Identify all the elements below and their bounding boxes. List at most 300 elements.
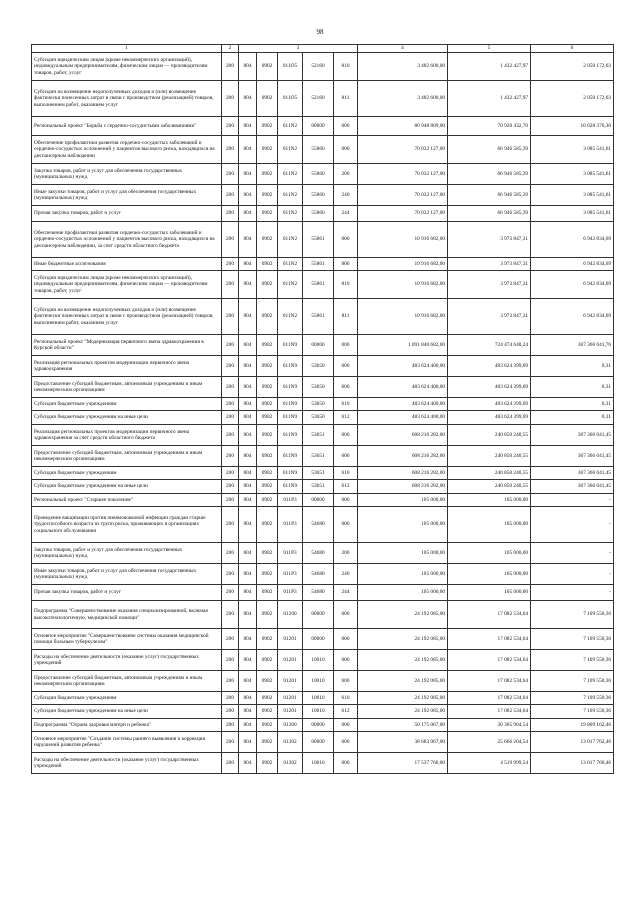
row-code-section: 804: [239, 494, 257, 507]
row-code-subsection: 0902: [257, 185, 278, 206]
row-code-direction: 00000: [303, 601, 334, 629]
row-code-direction: 00000: [303, 335, 334, 356]
row-value-remaining: 3 085 541,61: [531, 136, 614, 164]
row-code-program: 011N2: [278, 136, 303, 164]
row-code-section: 804: [239, 692, 257, 705]
row-code-subsection: 0902: [257, 564, 278, 585]
header-col-1: 1: [32, 45, 222, 53]
row-code-expense-type: 612: [334, 411, 358, 425]
row-code-section: 804: [239, 564, 257, 585]
table-row: [32, 480, 614, 494]
row-value-remaining: 10 028 376,30: [531, 117, 614, 136]
row-value-remaining: 2 050 172,03: [531, 53, 614, 81]
table-row: [32, 705, 614, 719]
row-value-plan: 50 175 067,00: [358, 719, 448, 732]
row-code-section: 804: [239, 299, 257, 335]
table-row: [32, 377, 614, 398]
row-value-executed: 17 082 534,64: [448, 692, 531, 705]
row-code-admin: 200: [222, 507, 239, 543]
row-code-program: 01201: [278, 671, 303, 692]
row-code-direction: 10010: [303, 671, 334, 692]
row-value-remaining: 2 050 172,03: [531, 81, 614, 117]
row-description: Проведение вакцинации против пневмококковой инфекции граждан старше трудоспособного возраста из групп риска, проживающих в организациях социального обслуживания: [32, 507, 222, 543]
row-code-subsection: 0902: [257, 335, 278, 356]
row-value-executed: 66 946 585,39: [448, 185, 531, 206]
row-value-remaining: 6 942 834,69: [531, 299, 614, 335]
row-value-remaining: 367 366 041,76: [531, 335, 614, 356]
row-code-admin: 200: [222, 467, 239, 480]
row-code-program: 011P3: [278, 543, 303, 564]
row-value-executed: 1 432 427,97: [448, 53, 531, 81]
row-code-subsection: 0902: [257, 271, 278, 299]
row-code-expense-type: 810: [334, 53, 358, 81]
row-code-direction: 55860: [303, 206, 334, 222]
table-row: [32, 335, 614, 356]
row-code-admin: 200: [222, 356, 239, 377]
row-description: Прочая закупка товаров, работ и услуг: [32, 206, 222, 222]
row-description: Субсидии бюджетным учреждениям на иные цели: [32, 705, 222, 719]
row-code-admin: 200: [222, 629, 239, 650]
row-code-section: 804: [239, 467, 257, 480]
row-value-executed: 240 850 240,55: [448, 446, 531, 467]
row-value-executed: 3 973 847,31: [448, 222, 531, 258]
row-code-admin: 200: [222, 585, 239, 601]
row-value-remaining: 3 085 541,61: [531, 185, 614, 206]
row-value-remaining: -: [531, 543, 614, 564]
row-code-subsection: 0902: [257, 601, 278, 629]
row-value-executed: 66 946 585,39: [448, 136, 531, 164]
row-code-admin: 200: [222, 185, 239, 206]
row-code-expense-type: 810: [334, 271, 358, 299]
table-row: [32, 356, 614, 377]
row-code-subsection: 0902: [257, 299, 278, 335]
row-value-plan: 24 192 085,00: [358, 671, 448, 692]
row-value-executed: 3 973 847,31: [448, 258, 531, 271]
row-value-executed: 17 082 534,64: [448, 601, 531, 629]
row-code-section: 804: [239, 356, 257, 377]
row-code-expense-type: 000: [334, 356, 358, 377]
row-code-expense-type: 811: [334, 299, 358, 335]
row-code-expense-type: 600: [334, 377, 358, 398]
row-code-subsection: 0902: [257, 467, 278, 480]
row-value-executed: 483 624 399,69: [448, 356, 531, 377]
row-value-remaining: -: [531, 564, 614, 585]
row-description: Подпрограмма "Охрана здоровья матери и ребенка": [32, 719, 222, 732]
row-code-expense-type: 240: [334, 185, 358, 206]
table-row: [32, 411, 614, 425]
table-row: [32, 117, 614, 136]
row-code-subsection: 0902: [257, 692, 278, 705]
row-value-remaining: 3 085 541,61: [531, 164, 614, 185]
row-code-program: 011N2: [278, 185, 303, 206]
row-value-remaining: 13 017 760,46: [531, 753, 614, 774]
row-value-executed: 3 973 847,31: [448, 271, 531, 299]
row-code-program: 011O5: [278, 53, 303, 81]
header-col-6: 6: [531, 45, 614, 53]
row-code-expense-type: 000: [334, 732, 358, 753]
row-value-remaining: -: [531, 507, 614, 543]
row-code-program: 01302: [278, 732, 303, 753]
row-code-admin: 200: [222, 53, 239, 81]
row-code-admin: 200: [222, 81, 239, 117]
row-code-section: 804: [239, 425, 257, 446]
row-code-section: 804: [239, 719, 257, 732]
row-value-plan: 10 916 682,00: [358, 258, 448, 271]
row-code-direction: 10010: [303, 705, 334, 719]
row-code-program: 011N2: [278, 271, 303, 299]
row-code-admin: 200: [222, 480, 239, 494]
row-description: Субсидии юридическим лицам (кроме некоммерческих организаций), индивидуальным предпринимателям, физическим лицам — производителям товаров, работ, услуг: [32, 271, 222, 299]
row-code-direction: 00000: [303, 117, 334, 136]
table-row: [32, 585, 614, 601]
row-value-remaining: 367 366 041,45: [531, 446, 614, 467]
row-code-subsection: 0902: [257, 164, 278, 185]
row-code-subsection: 0902: [257, 398, 278, 411]
row-code-section: 804: [239, 258, 257, 271]
row-code-admin: 200: [222, 206, 239, 222]
row-code-expense-type: 000: [334, 629, 358, 650]
row-code-expense-type: 200: [334, 543, 358, 564]
row-value-executed: 240 850 240,55: [448, 467, 531, 480]
row-code-direction: 00000: [303, 732, 334, 753]
row-code-admin: 200: [222, 411, 239, 425]
row-value-executed: 30 365 904,54: [448, 719, 531, 732]
row-description: Иные бюджетные ассигнования: [32, 258, 222, 271]
row-code-expense-type: 000: [334, 425, 358, 446]
table-row: [32, 692, 614, 705]
row-code-subsection: 0902: [257, 117, 278, 136]
row-description: Иные закупки товаров, работ и услуг для обеспечения государственных (муниципальных) нужд: [32, 564, 222, 585]
row-value-plan: 483 624 400,00: [358, 398, 448, 411]
row-value-plan: 608 216 282,00: [358, 480, 448, 494]
row-code-subsection: 0902: [257, 732, 278, 753]
row-description: Субсидии бюджетным учреждениям на иные цели: [32, 411, 222, 425]
row-code-admin: 200: [222, 543, 239, 564]
row-value-plan: 10 916 682,00: [358, 222, 448, 258]
row-code-expense-type: 244: [334, 206, 358, 222]
row-code-admin: 200: [222, 271, 239, 299]
table-row: [32, 299, 614, 335]
row-code-section: 804: [239, 543, 257, 564]
row-value-plan: 105 000,00: [358, 543, 448, 564]
row-value-executed: 105 000,00: [448, 585, 531, 601]
table-row: [32, 206, 614, 222]
row-value-plan: 483 624 400,00: [358, 377, 448, 398]
row-code-expense-type: 000: [334, 335, 358, 356]
row-code-expense-type: 800: [334, 258, 358, 271]
row-value-executed: 240 850 240,55: [448, 480, 531, 494]
row-value-plan: 10 916 682,00: [358, 271, 448, 299]
row-code-section: 804: [239, 53, 257, 81]
row-code-program: 011N9: [278, 377, 303, 398]
row-code-admin: 200: [222, 117, 239, 136]
row-value-executed: 105 000,00: [448, 564, 531, 585]
row-code-section: 804: [239, 164, 257, 185]
row-code-direction: 00000: [303, 494, 334, 507]
row-code-direction: 00000: [303, 629, 334, 650]
row-code-admin: 200: [222, 136, 239, 164]
row-value-executed: 483 624 399,69: [448, 411, 531, 425]
row-code-subsection: 0902: [257, 206, 278, 222]
row-value-remaining: 367 366 041,45: [531, 480, 614, 494]
row-code-direction: 55860: [303, 136, 334, 164]
row-code-direction: 00000: [303, 719, 334, 732]
row-value-plan: 17 537 760,00: [358, 753, 448, 774]
row-value-executed: 105 000,00: [448, 543, 531, 564]
row-description: Субсидии на возмещение недополученных доходов и (или) возмещение фактически понесенных затрат в связи с производством (реализацией) товаров, выполнением работ, оказанием услуг: [32, 81, 222, 117]
row-description: Обеспечение профилактики развития сердечно-сосудистых заболеваний и сердечно-сосудистых осложнений у пациентов высокого риска, находящихся на диспансерном наблюдении: [32, 136, 222, 164]
row-code-direction: 54680: [303, 543, 334, 564]
row-value-remaining: 3 085 541,61: [531, 206, 614, 222]
row-code-program: 01300: [278, 719, 303, 732]
row-code-direction: 53651: [303, 480, 334, 494]
row-code-admin: 200: [222, 446, 239, 467]
row-value-plan: 10 916 682,00: [358, 299, 448, 335]
row-code-section: 804: [239, 377, 257, 398]
row-code-direction: 10010: [303, 753, 334, 774]
row-value-plan: 24 192 085,00: [358, 705, 448, 719]
row-code-program: 011P3: [278, 564, 303, 585]
table-row: [32, 494, 614, 507]
row-code-section: 804: [239, 753, 257, 774]
row-code-program: 011N2: [278, 206, 303, 222]
row-code-section: 804: [239, 222, 257, 258]
row-description: Субсидии бюджетным учреждениям на иные цели: [32, 480, 222, 494]
row-value-executed: 724 474 640,24: [448, 335, 531, 356]
table-row: [32, 446, 614, 467]
row-value-plan: 24 192 085,00: [358, 692, 448, 705]
row-value-plan: 105 000,00: [358, 564, 448, 585]
row-code-section: 804: [239, 585, 257, 601]
row-code-direction: 52160: [303, 53, 334, 81]
table-row: [32, 222, 614, 258]
row-value-executed: 105 000,00: [448, 494, 531, 507]
header-col-4: 4: [358, 45, 448, 53]
row-value-executed: 66 946 585,39: [448, 206, 531, 222]
row-code-direction: 53651: [303, 446, 334, 467]
table-row: [32, 601, 614, 629]
row-code-subsection: 0902: [257, 650, 278, 671]
row-code-section: 804: [239, 185, 257, 206]
row-description: Региональный проект "Модернизация первичного звена здравоохранения в Курской области": [32, 335, 222, 356]
row-code-expense-type: 200: [334, 164, 358, 185]
row-code-admin: 200: [222, 601, 239, 629]
header-col-5: 5: [448, 45, 531, 53]
row-code-section: 804: [239, 601, 257, 629]
row-code-program: 011N9: [278, 467, 303, 480]
row-code-direction: 55861: [303, 258, 334, 271]
row-code-subsection: 0902: [257, 719, 278, 732]
row-code-direction: 55860: [303, 185, 334, 206]
row-code-admin: 200: [222, 692, 239, 705]
row-description: Закупка товаров, работ и услуг для обеспечения государственных (муниципальных) нужд: [32, 164, 222, 185]
row-code-section: 804: [239, 117, 257, 136]
row-code-direction: 55860: [303, 164, 334, 185]
row-value-executed: 483 624 399,69: [448, 398, 531, 411]
table-row: [32, 671, 614, 692]
row-value-remaining: -: [531, 585, 614, 601]
table-row: [32, 564, 614, 585]
row-description: Субсидии бюджетным учреждениям: [32, 398, 222, 411]
row-code-program: 011N2: [278, 258, 303, 271]
row-description: Обеспечение профилактики развития сердечно-сосудистых заболеваний и сердечно-сосудистых осложнений у пациентов высокого риска, находящихся на диспансерном наблюдении, за счет средств областного бюджета: [32, 222, 222, 258]
row-code-admin: 200: [222, 377, 239, 398]
table-row: [32, 53, 614, 81]
row-code-expense-type: 000: [334, 601, 358, 629]
row-code-subsection: 0902: [257, 81, 278, 117]
row-code-admin: 200: [222, 335, 239, 356]
row-code-subsection: 0902: [257, 411, 278, 425]
row-value-remaining: 0,31: [531, 377, 614, 398]
row-value-executed: 240 850 240,55: [448, 425, 531, 446]
row-value-executed: 105 000,00: [448, 507, 531, 543]
row-code-section: 804: [239, 398, 257, 411]
table-row: [32, 629, 614, 650]
row-code-subsection: 0902: [257, 629, 278, 650]
row-code-direction: 52160: [303, 81, 334, 117]
row-description: Расходы на обеспечение деятельности (оказание услуг) государственных учреждений: [32, 650, 222, 671]
row-value-remaining: 367 366 041,45: [531, 425, 614, 446]
row-code-expense-type: 610: [334, 398, 358, 411]
row-code-admin: 200: [222, 753, 239, 774]
row-code-section: 804: [239, 705, 257, 719]
row-value-executed: 17 082 534,64: [448, 671, 531, 692]
row-code-program: 011O5: [278, 81, 303, 117]
row-code-direction: 55861: [303, 222, 334, 258]
row-value-remaining: 7 109 550,36: [531, 692, 614, 705]
row-code-section: 804: [239, 629, 257, 650]
row-code-program: 011N9: [278, 411, 303, 425]
row-code-direction: 53650: [303, 411, 334, 425]
row-description: Субсидии юридическим лицам (кроме некоммерческих организаций), индивидуальным предпринимателям, физическим лицам — производителям товаров, работ, услуг: [32, 53, 222, 81]
row-value-remaining: 6 942 834,69: [531, 258, 614, 271]
row-code-expense-type: 612: [334, 480, 358, 494]
row-value-plan: 80 948 809,00: [358, 117, 448, 136]
row-code-direction: 55861: [303, 271, 334, 299]
row-code-section: 804: [239, 671, 257, 692]
row-value-remaining: 367 366 041,45: [531, 467, 614, 480]
row-code-expense-type: 610: [334, 692, 358, 705]
row-code-subsection: 0902: [257, 705, 278, 719]
row-code-program: 011N9: [278, 356, 303, 377]
row-value-plan: 608 216 282,00: [358, 446, 448, 467]
row-value-executed: 1 432 427,97: [448, 81, 531, 117]
row-code-admin: 200: [222, 650, 239, 671]
row-code-subsection: 0902: [257, 480, 278, 494]
row-code-section: 804: [239, 81, 257, 117]
row-code-program: 011N9: [278, 398, 303, 411]
row-code-section: 804: [239, 411, 257, 425]
row-code-subsection: 0902: [257, 377, 278, 398]
row-value-remaining: 0,31: [531, 411, 614, 425]
row-description: Основное мероприятие "Создание системы раннего выявления и коррекции нарушений развития ребенка": [32, 732, 222, 753]
row-code-subsection: 0902: [257, 671, 278, 692]
row-description: Прочая закупка товаров, работ и услуг: [32, 585, 222, 601]
row-code-subsection: 0902: [257, 222, 278, 258]
row-code-program: 011N2: [278, 117, 303, 136]
row-value-executed: 25 666 204,54: [448, 732, 531, 753]
row-code-subsection: 0902: [257, 543, 278, 564]
row-code-subsection: 0902: [257, 585, 278, 601]
row-code-expense-type: 612: [334, 705, 358, 719]
row-code-direction: 10010: [303, 650, 334, 671]
row-value-executed: 70 920 432,70: [448, 117, 531, 136]
row-code-admin: 200: [222, 564, 239, 585]
table-row: [32, 543, 614, 564]
row-code-section: 804: [239, 206, 257, 222]
row-code-program: 011N2: [278, 164, 303, 185]
row-description: Иные закупки товаров, работ и услуг для обеспечения государственных (муниципальных) нужд: [32, 185, 222, 206]
row-value-remaining: 7 109 550,36: [531, 601, 614, 629]
row-value-remaining: 7 109 550,36: [531, 650, 614, 671]
row-description: Расходы на обеспечение деятельности (оказание услуг) государственных учреждений: [32, 753, 222, 774]
row-code-admin: 200: [222, 299, 239, 335]
table-row: [32, 467, 614, 480]
row-description: Региональный проект "Борьба с сердечно-сосудистыми заболеваниями": [32, 117, 222, 136]
row-code-expense-type: 000: [334, 222, 358, 258]
row-code-admin: 200: [222, 671, 239, 692]
row-value-remaining: 19 809 162,46: [531, 719, 614, 732]
row-value-executed: 483 624 399,69: [448, 377, 531, 398]
row-code-subsection: 0902: [257, 258, 278, 271]
row-value-remaining: -: [531, 494, 614, 507]
row-code-direction: 10010: [303, 692, 334, 705]
row-code-section: 804: [239, 271, 257, 299]
row-code-section: 804: [239, 335, 257, 356]
row-description: Реализация региональных проектов модернизации первичного звена здравоохранения за счет средств областного бюджета: [32, 425, 222, 446]
row-value-plan: 24 192 085,00: [358, 601, 448, 629]
row-code-admin: 200: [222, 705, 239, 719]
row-code-direction: 53651: [303, 425, 334, 446]
row-value-plan: 38 683 967,00: [358, 732, 448, 753]
row-value-plan: 70 032 127,00: [358, 185, 448, 206]
row-code-admin: 200: [222, 258, 239, 271]
row-code-admin: 200: [222, 398, 239, 411]
row-value-plan: 105 000,00: [358, 507, 448, 543]
row-value-plan: 70 032 127,00: [358, 164, 448, 185]
row-code-program: 01201: [278, 650, 303, 671]
row-code-subsection: 0902: [257, 753, 278, 774]
row-code-expense-type: 000: [334, 136, 358, 164]
row-value-plan: 1 091 840 682,00: [358, 335, 448, 356]
row-code-expense-type: 811: [334, 81, 358, 117]
row-value-plan: 483 624 400,00: [358, 356, 448, 377]
row-value-executed: 3 973 847,31: [448, 299, 531, 335]
row-code-admin: 200: [222, 719, 239, 732]
row-value-plan: 483 624 400,00: [358, 411, 448, 425]
row-code-direction: 54680: [303, 564, 334, 585]
row-code-expense-type: 240: [334, 564, 358, 585]
row-code-program: 011N9: [278, 480, 303, 494]
row-code-expense-type: 000: [334, 507, 358, 543]
row-code-admin: 200: [222, 425, 239, 446]
row-code-program: 011P3: [278, 507, 303, 543]
table-row: [32, 753, 614, 774]
row-code-program: 011N9: [278, 335, 303, 356]
row-code-subsection: 0902: [257, 446, 278, 467]
row-value-plan: 3 482 600,00: [358, 81, 448, 117]
row-code-subsection: 0902: [257, 494, 278, 507]
row-value-executed: 17 082 534,64: [448, 629, 531, 650]
row-code-section: 804: [239, 446, 257, 467]
row-value-remaining: 0,31: [531, 356, 614, 377]
row-code-expense-type: 610: [334, 467, 358, 480]
row-description: Предоставление субсидий бюджетным, автономным учреждениям и иным некоммерческим организациям: [32, 446, 222, 467]
row-code-subsection: 0902: [257, 356, 278, 377]
row-code-direction: 53651: [303, 467, 334, 480]
table-row: [32, 136, 614, 164]
row-code-admin: 200: [222, 222, 239, 258]
